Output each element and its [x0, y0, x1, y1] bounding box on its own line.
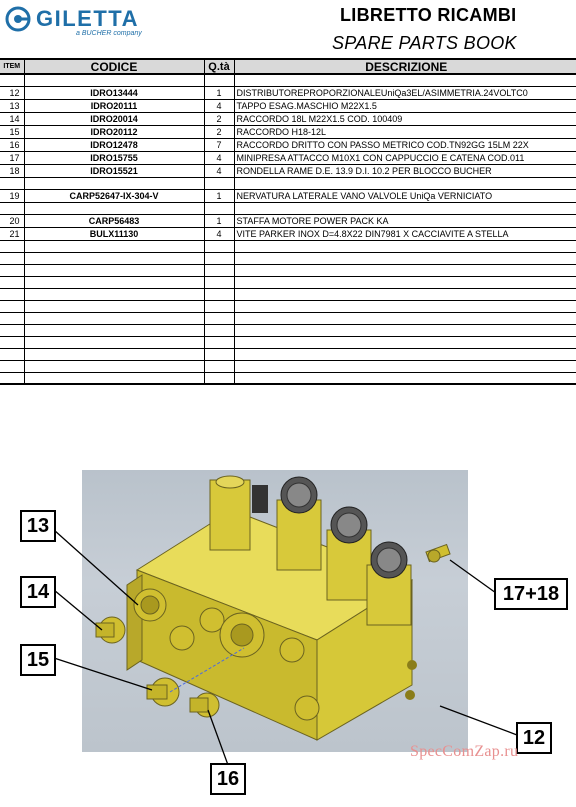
- cell-code: [24, 360, 204, 372]
- cell-description: [234, 264, 576, 276]
- cell-qty: 4: [204, 151, 234, 164]
- cell-qty: [204, 372, 234, 384]
- table-row: [0, 240, 576, 252]
- cell-item: [0, 202, 24, 214]
- cell-code: [24, 252, 204, 264]
- cell-description: VITE PARKER INOX D=4.8X22 DIN7981 X CACCIAVITE A STELLA: [236, 228, 509, 239]
- table-row: [0, 227, 576, 240]
- table-row: [0, 312, 576, 324]
- cell-code: IDRO15755: [24, 151, 204, 164]
- table-row: [0, 214, 576, 227]
- cell-qty: 2: [204, 112, 234, 125]
- cell-qty: [204, 288, 234, 300]
- cell-description: [234, 348, 576, 360]
- spare-parts-table: [0, 58, 576, 385]
- table-row: [0, 276, 576, 288]
- cell-description: [234, 324, 576, 336]
- cell-qty: [204, 240, 234, 252]
- cell-item: 21: [0, 227, 24, 240]
- callout-17-18: 17+18: [494, 578, 568, 610]
- cell-description: DISTRIBUTOREPROPORZIONALEUniQa3EL/ASIMMETRIA.24VOLTC0: [236, 87, 528, 98]
- cell-item: [0, 74, 24, 86]
- cell-item: [0, 264, 24, 276]
- cell-qty: [204, 324, 234, 336]
- cell-description: [234, 240, 576, 252]
- cell-description: RACCORDO 18L M22X1.5 COD. 100409: [236, 113, 403, 124]
- cell-item: 13: [0, 99, 24, 112]
- table-row: [0, 189, 576, 202]
- cell-code: IDRO20111: [24, 99, 204, 112]
- cell-description: RONDELLA RAME D.E. 13.9 D.I. 10.2 PER BLOCCO BUCHER: [236, 165, 492, 176]
- table-row: [0, 300, 576, 312]
- cell-item: 12: [0, 86, 24, 99]
- table-row: [0, 177, 576, 189]
- callout-15: 15: [20, 644, 56, 676]
- cell-description: STAFFA MOTORE POWER PACK KA: [236, 215, 389, 226]
- watermark: SpecComZap.ru: [410, 743, 519, 760]
- cell-description: [234, 276, 576, 288]
- cell-description: [234, 177, 576, 189]
- cell-code: [24, 336, 204, 348]
- column-header-item: ITEM: [0, 59, 24, 74]
- cell-description: TAPPO ESAG.MASCHIO M22X1.5: [236, 100, 377, 111]
- table-row: [0, 74, 576, 86]
- table-row: [0, 138, 576, 151]
- cell-item: 17: [0, 151, 24, 164]
- cell-qty: [204, 264, 234, 276]
- cell-item: [0, 360, 24, 372]
- cell-code: [24, 324, 204, 336]
- cell-description: [234, 360, 576, 372]
- cell-item: 16: [0, 138, 24, 151]
- cell-description: NERVATURA LATERALE VANO VALVOLE UniQa VERNICIATO: [236, 190, 493, 201]
- column-header-qty: Q.tà: [204, 59, 234, 74]
- cell-item: 19: [0, 189, 24, 202]
- cell-qty: 2: [204, 125, 234, 138]
- cell-item: [0, 300, 24, 312]
- cell-code: [24, 276, 204, 288]
- cell-qty: 4: [204, 164, 234, 177]
- table-row: [0, 164, 576, 177]
- column-header-description: DESCRIZIONE: [234, 59, 576, 74]
- callout-14: 14: [20, 576, 56, 608]
- cell-qty: 7: [204, 138, 234, 151]
- cell-code: [24, 240, 204, 252]
- cell-description: [234, 336, 576, 348]
- table-row: [0, 125, 576, 138]
- cell-item: [0, 177, 24, 189]
- cell-item: [0, 240, 24, 252]
- table-row: [0, 264, 576, 276]
- cell-code: CARP56483: [24, 214, 204, 227]
- page-title: LIBRETTO RICAMBI: [340, 5, 517, 25]
- cell-item: 18: [0, 164, 24, 177]
- valve-assembly-image: [82, 470, 468, 752]
- table-row: [0, 348, 576, 360]
- table-row: [0, 324, 576, 336]
- cell-item: [0, 324, 24, 336]
- cell-qty: [204, 360, 234, 372]
- cell-item: [0, 312, 24, 324]
- cell-qty: 1: [204, 86, 234, 99]
- giletta-logo-icon: [5, 6, 31, 32]
- cell-qty: [204, 202, 234, 214]
- page-subtitle: SPARE PARTS BOOK: [332, 33, 517, 53]
- callout-16: 16: [210, 763, 246, 795]
- cell-item: [0, 336, 24, 348]
- table-body: [0, 74, 576, 384]
- cell-code: [24, 288, 204, 300]
- cell-code: [24, 202, 204, 214]
- cell-description: [234, 74, 576, 86]
- cell-code: [24, 264, 204, 276]
- callout-12: 12: [516, 722, 552, 754]
- cell-code: IDRO12478: [24, 138, 204, 151]
- table-row: [0, 336, 576, 348]
- giletta-logo: [2, 2, 148, 42]
- cell-qty: 1: [204, 214, 234, 227]
- cell-item: [0, 288, 24, 300]
- cell-code: CARP52647-IX-304-V: [24, 189, 204, 202]
- cell-item: 14: [0, 112, 24, 125]
- cell-qty: 1: [204, 189, 234, 202]
- cell-description: RACCORDO DRITTO CON PASSO METRICO COD.TN92GG 15LM 22X: [236, 139, 529, 150]
- cell-item: [0, 372, 24, 384]
- cell-qty: [204, 74, 234, 86]
- cell-item: [0, 348, 24, 360]
- cell-item: [0, 276, 24, 288]
- column-header-code: CODICE: [24, 59, 204, 74]
- table-row: [0, 288, 576, 300]
- cell-code: BULX11130: [24, 227, 204, 240]
- cell-qty: [204, 312, 234, 324]
- cell-qty: [204, 300, 234, 312]
- cell-code: [24, 348, 204, 360]
- cell-code: IDRO15521: [24, 164, 204, 177]
- table-row: [0, 99, 576, 112]
- cell-code: [24, 177, 204, 189]
- cell-qty: 4: [204, 99, 234, 112]
- cell-qty: [204, 348, 234, 360]
- cell-code: IDRO20112: [24, 125, 204, 138]
- cell-item: [0, 252, 24, 264]
- cell-description: [234, 312, 576, 324]
- table-row: [0, 372, 576, 384]
- cell-description: MINIPRESA ATTACCO M10X1 CON CAPPUCCIO E CATENA COD.011: [236, 152, 525, 163]
- table-row: [0, 202, 576, 214]
- cell-code: IDRO20014: [24, 112, 204, 125]
- cell-code: [24, 74, 204, 86]
- cell-qty: [204, 336, 234, 348]
- table-row: [0, 112, 576, 125]
- logo-name: GILETTA: [36, 6, 139, 31]
- logo-subtitle: a BUCHER company: [76, 30, 142, 37]
- cell-description: [234, 372, 576, 384]
- cell-description: [234, 288, 576, 300]
- table-header-row: [0, 59, 576, 74]
- table-row: [0, 252, 576, 264]
- cell-description: [234, 202, 576, 214]
- valve-assembly-drawing: [82, 470, 468, 752]
- cell-description: RACCORDO H18-12L: [236, 126, 327, 137]
- cell-qty: 4: [204, 227, 234, 240]
- cell-code: [24, 312, 204, 324]
- cell-qty: [204, 252, 234, 264]
- table-row: [0, 151, 576, 164]
- cell-description: [234, 252, 576, 264]
- table-row: [0, 360, 576, 372]
- cell-item: 15: [0, 125, 24, 138]
- cell-code: [24, 300, 204, 312]
- cell-code: [24, 372, 204, 384]
- callout-13: 13: [20, 510, 56, 542]
- cell-qty: [204, 177, 234, 189]
- cell-qty: [204, 276, 234, 288]
- cell-item: 20: [0, 214, 24, 227]
- cell-code: IDRO13444: [24, 86, 204, 99]
- cell-description: [234, 300, 576, 312]
- table-row: [0, 86, 576, 99]
